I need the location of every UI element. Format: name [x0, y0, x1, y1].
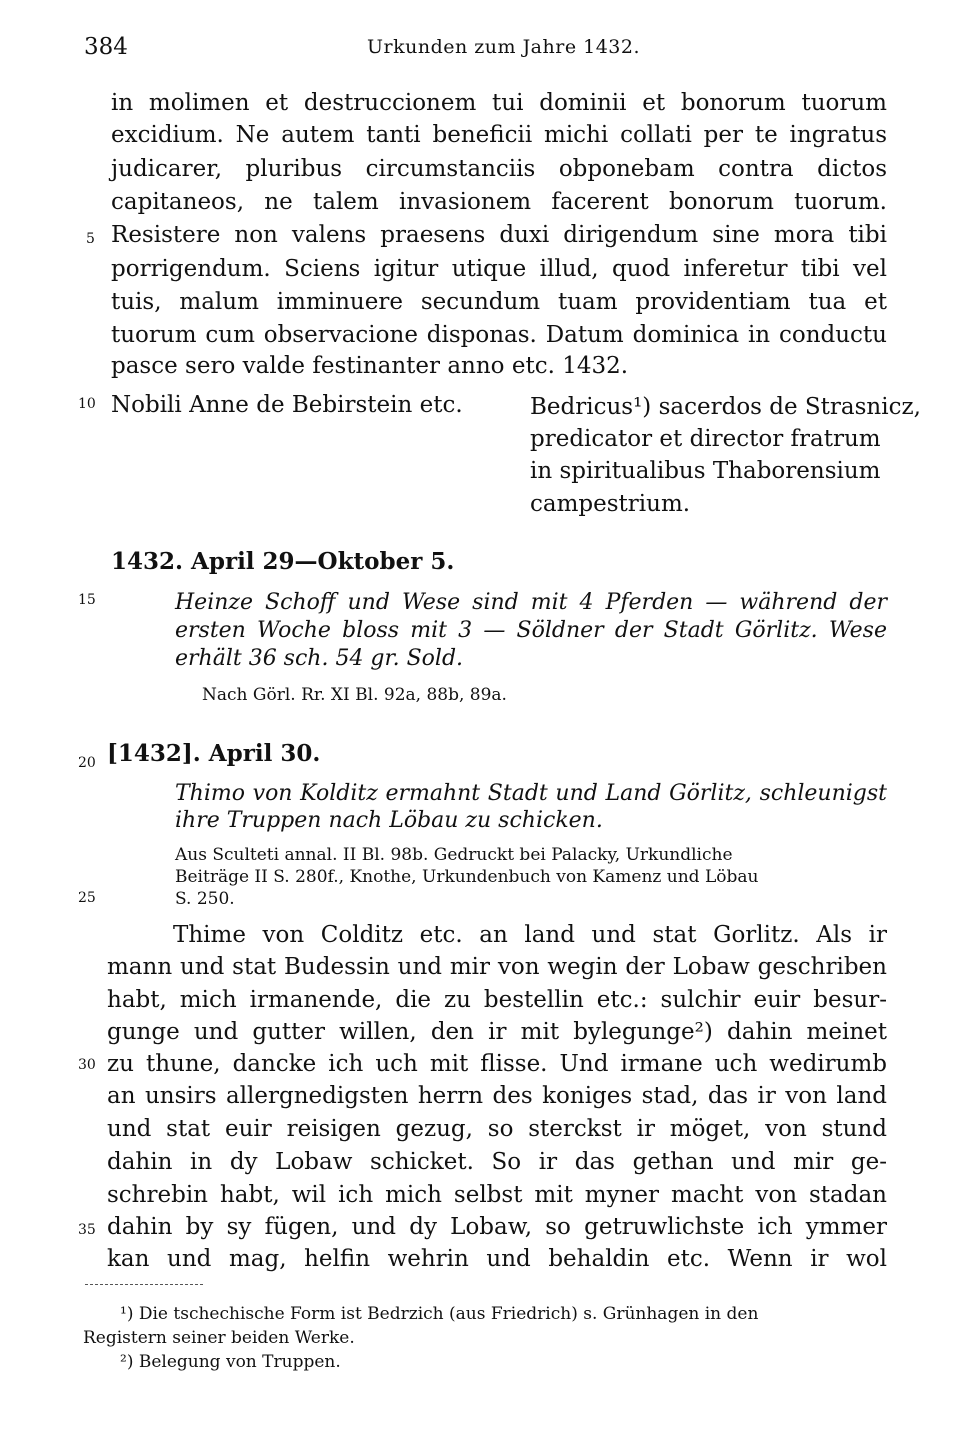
entry-date-heading: [1432]. April 30. — [107, 740, 321, 767]
text-line: Resistere non valens praesens duxi dirigendum sine mora tibi — [111, 222, 887, 248]
source-note: Aus Sculteti annal. II Bl. 98b. Gedruckt bei Palacky, Urkundliche — [175, 845, 733, 865]
page-number: 384 — [84, 34, 128, 60]
text-line: an unsirs allergnedigsten herrn des koniges stad, das ir von land — [107, 1083, 887, 1109]
line-number: 15 — [78, 592, 96, 608]
footnote: ²) Belegung von Truppen. — [120, 1352, 341, 1372]
text-line: capitaneos, ne talem invasionem facerent bonorum tuorum. — [111, 189, 887, 215]
text-line: judicarer, pluribus circumstanciis obponebam contra dictos — [111, 156, 887, 182]
signature-line: predicator et director fratrum — [530, 426, 881, 452]
line-number: 5 — [86, 231, 95, 247]
regest-line: Thimo von Kolditz ermahnt Stadt und Land Görlitz, schleunigst — [175, 781, 887, 806]
footnote: ¹) Die tschechische Form ist Bedrzich (aus Friedrich) s. Grünhagen in den — [120, 1304, 759, 1324]
running-head: Urkunden zum Jahre 1432. — [367, 36, 641, 58]
footnote-rule — [85, 1284, 203, 1285]
text-line: dahin by sy fügen, und dy Lobaw, so getruwlichste ich ymmer — [107, 1214, 887, 1240]
line-number: 35 — [78, 1222, 96, 1238]
regest-line: erhält 36 sch. 54 gr. Sold. — [175, 646, 464, 671]
text-line: und stat euir reisigen gezug, so sterckst ir möget, von stund — [107, 1116, 887, 1142]
text-line: kan und mag, helfin wehrin und behaldin etc. Wenn ir wol — [107, 1246, 887, 1272]
text-line: schrebin habt, wil ich mich selbst mit myner macht von stadan — [107, 1182, 887, 1208]
text-line: Thime von Colditz etc. an land und stat Gorlitz. Als ir — [173, 922, 887, 948]
entry-date-heading: 1432. April 29—Oktober 5. — [111, 548, 455, 575]
line-number: 10 — [78, 396, 96, 412]
regest-line: ihre Truppen nach Löbau zu schicken. — [175, 808, 603, 833]
text-line: pasce sero valde festinanter anno etc. 1432. — [111, 353, 629, 379]
line-number: 20 — [78, 755, 96, 771]
text-line: in molimen et destruccionem tui dominii et bonorum tuorum — [111, 90, 887, 116]
source-note: Nach Görl. Rr. XI Bl. 92a, 88b, 89a. — [202, 685, 507, 705]
signature-line: campestrium. — [530, 491, 691, 517]
text-line: gunge und gutter willen, den ir mit bylegunge²) dahin meinet — [107, 1019, 887, 1045]
text-line: porrigendum. Sciens igitur utique illud, quod inferetur tibi vel — [111, 256, 887, 282]
text-line: mann und stat Budessin und mir von wegin der Lobaw geschriben — [107, 954, 887, 980]
text-line: habt, mich irmanende, die zu bestellin etc.: sulchir euir besur- — [107, 987, 887, 1013]
footnote: Registern seiner beiden Werke. — [83, 1328, 355, 1348]
text-line: tuorum cum observacione disponas. Datum dominica in conductu — [111, 322, 887, 348]
text-line: tuis, malum imminuere secundum tuam providentiam tua et — [111, 289, 887, 315]
source-note: Beiträge II S. 280f., Knothe, Urkundenbuch von Kamenz und Löbau — [175, 867, 759, 887]
text-line: dahin in dy Lobaw schicket. So ir das gethan und mir ge- — [107, 1149, 887, 1175]
regest-line: ersten Woche bloss mit 3 — Söldner der Stadt Görlitz. Wese — [175, 618, 887, 643]
text-line: excidium. Ne autem tanti beneficii michi collati per te ingratus — [111, 122, 887, 148]
regest-line: Heinze Schoff und Wese sind mit 4 Pferden — während der — [175, 590, 887, 615]
text-line: zu thune, dancke ich uch mit flisse. Und irmane uch wedirumb — [107, 1051, 887, 1077]
source-note: S. 250. — [175, 889, 235, 909]
line-number: 25 — [78, 890, 96, 906]
letter-address: Nobili Anne de Bebirstein etc. — [111, 392, 463, 418]
signature-line: Bedricus¹) sacerdos de Strasnicz, — [530, 394, 921, 420]
line-number: 30 — [78, 1057, 96, 1073]
signature-line: in spiritualibus Thaborensium — [530, 458, 881, 484]
